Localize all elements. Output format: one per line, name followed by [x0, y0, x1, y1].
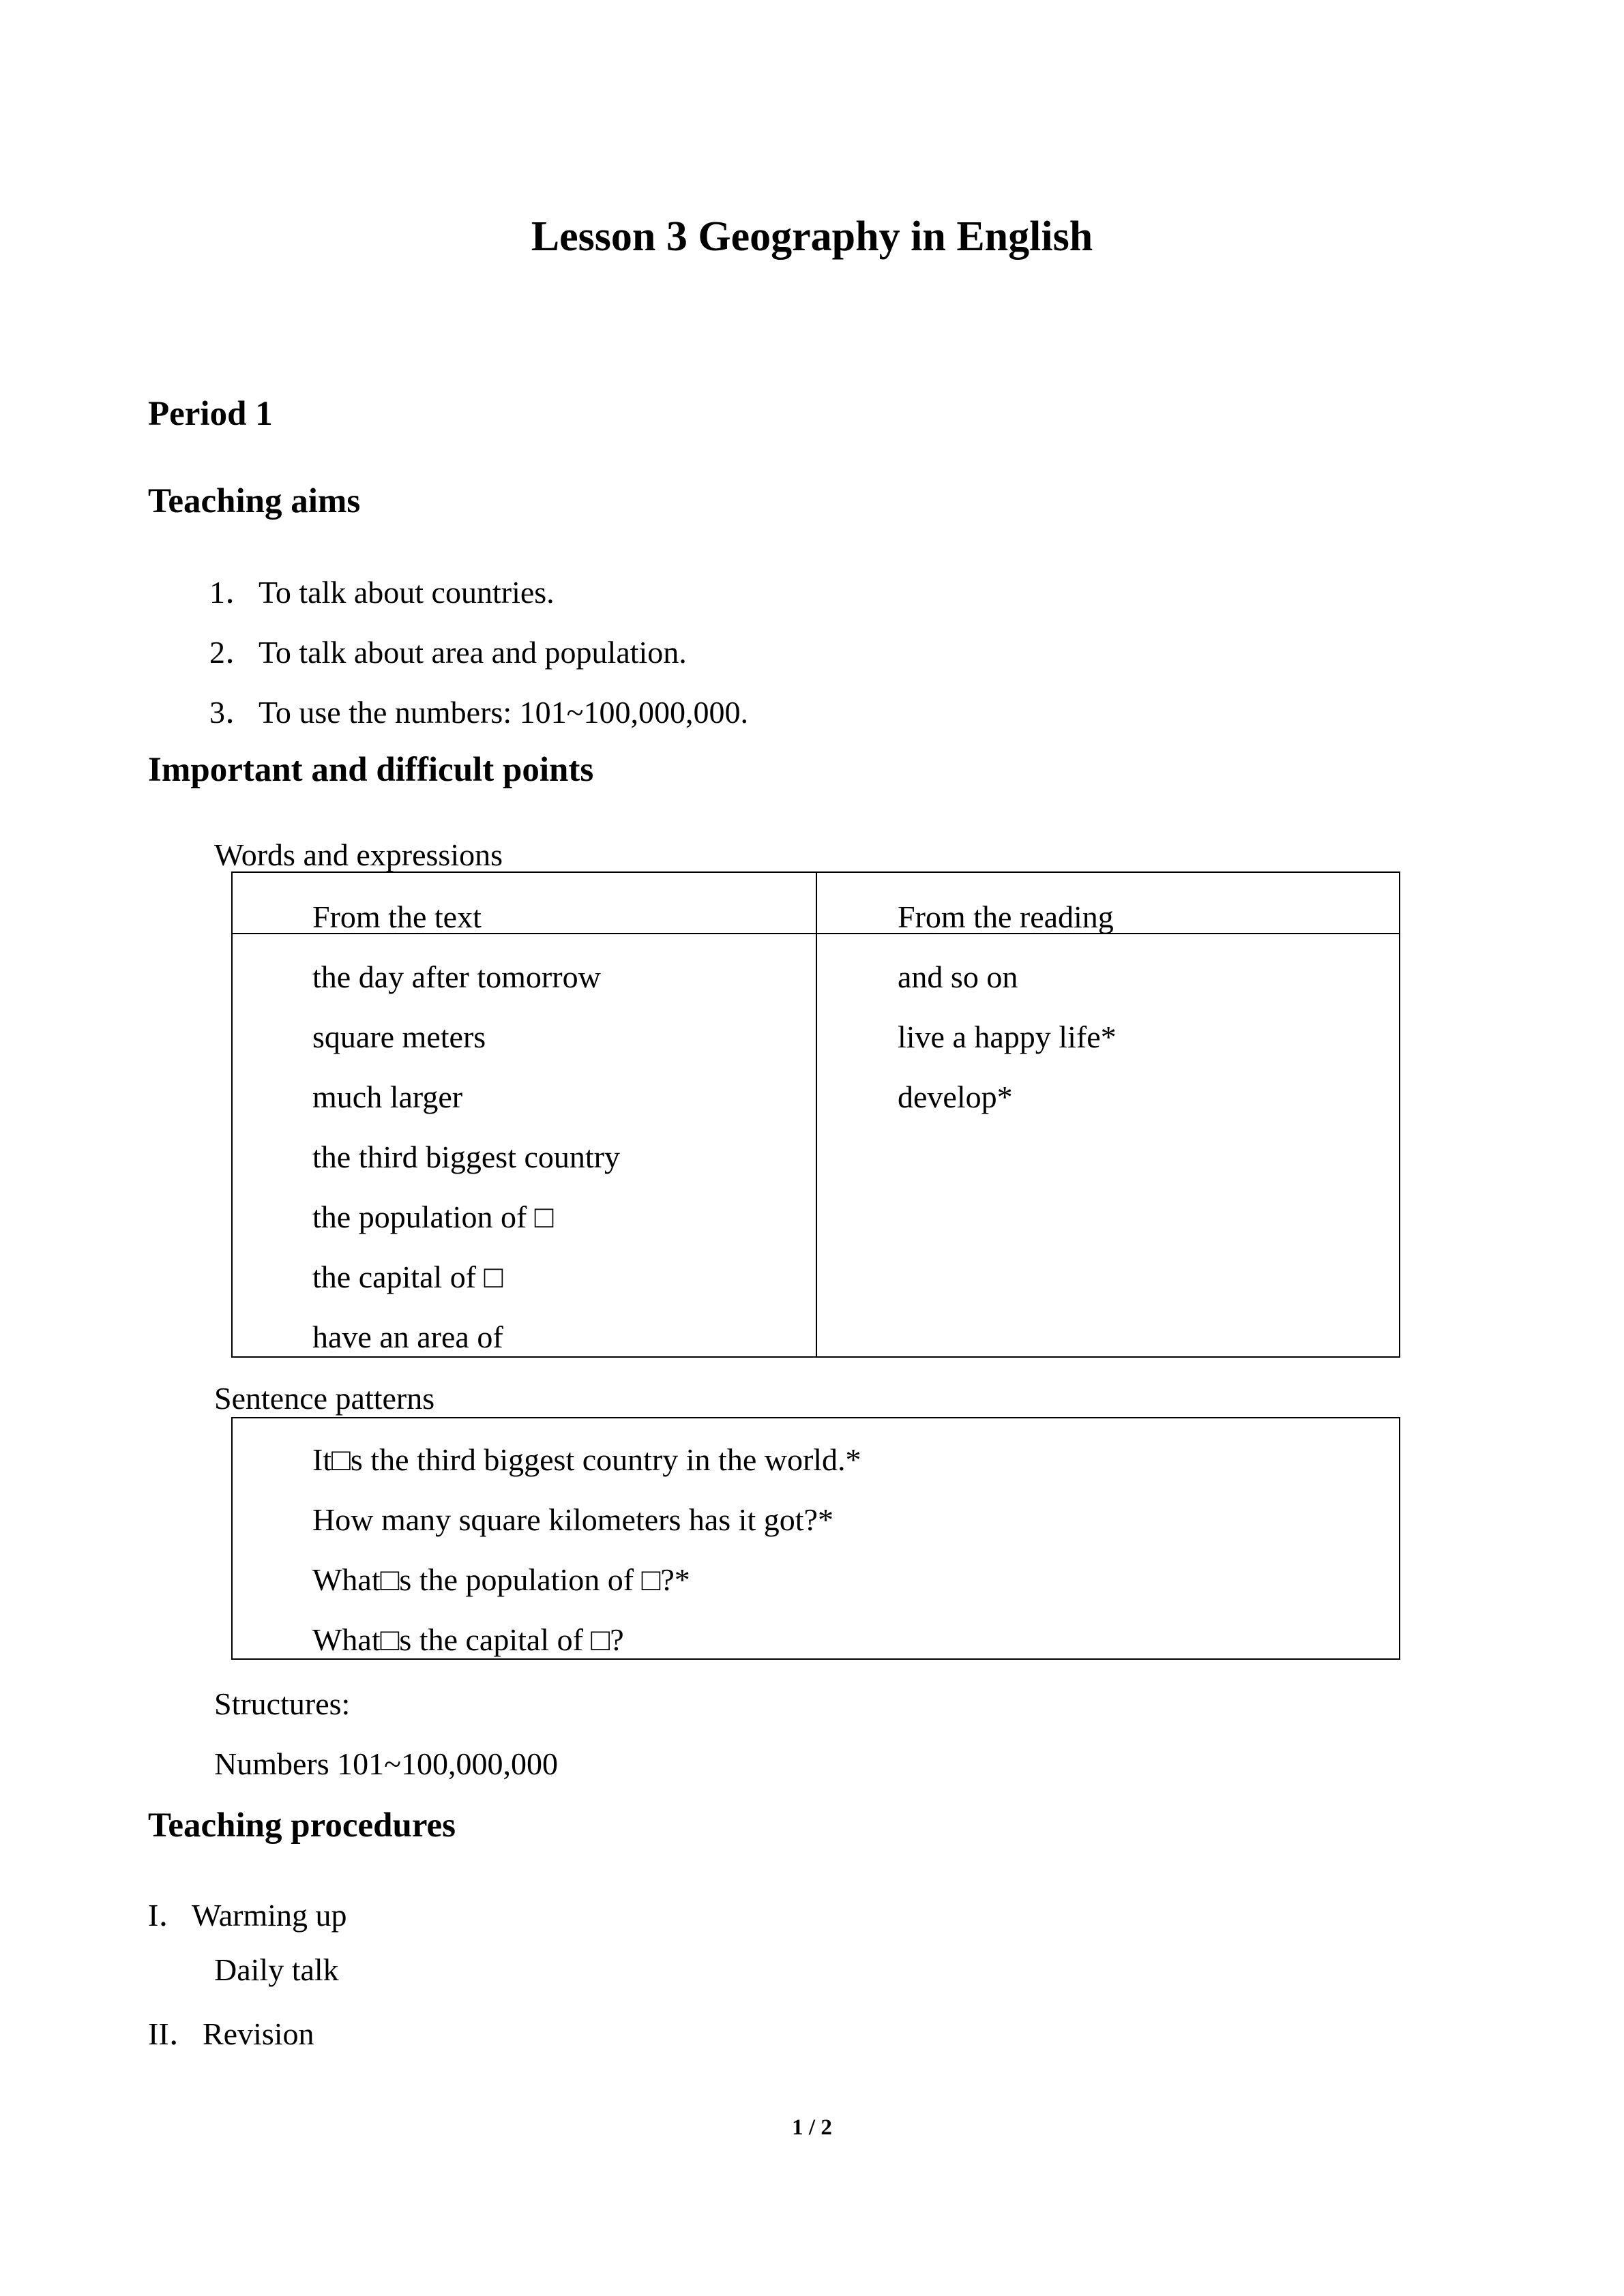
sentence-pattern: How many square kilometers has it got?* — [312, 1502, 833, 1537]
aim-text: To use the numbers: 101~100,000,000. — [259, 695, 748, 730]
table-cell: have an area of — [312, 1320, 503, 1354]
table-cell: the capital of □ — [312, 1259, 503, 1294]
teaching-procedures-heading: Teaching procedures — [148, 1806, 456, 1845]
table-cell: the population of □ — [312, 1199, 554, 1234]
structures-label: Structures: — [214, 1686, 351, 1721]
table-cell: square meters — [312, 1019, 486, 1054]
procedure-substep: Daily talk — [214, 1952, 339, 1987]
aim-number: 1． — [209, 575, 256, 610]
table-cell: the day after tomorrow — [312, 959, 601, 994]
sentence-pattern: What□s the capital of □? — [312, 1622, 624, 1657]
step-label: Revision — [203, 2016, 314, 2051]
aim-number: 3． — [209, 695, 256, 730]
table-cell: much larger — [312, 1079, 463, 1114]
aim-item — [209, 567, 555, 612]
sentence-pattern: What□s the population of □?* — [312, 1562, 690, 1597]
words-label: Words and expressions — [214, 837, 503, 872]
aim-item — [209, 687, 748, 732]
table-header-from-reading: From the reading — [898, 899, 1114, 934]
procedure-step — [148, 2009, 314, 2054]
aim-number: 2． — [209, 635, 256, 670]
table-column-divider — [816, 871, 817, 1358]
table-cell: develop* — [898, 1079, 1013, 1114]
step-number: II． — [148, 2016, 201, 2051]
table-cell: and so on — [898, 959, 1018, 994]
sentence-pattern: It□s the third biggest country in the world.* — [312, 1442, 861, 1477]
teaching-aims-heading: Teaching aims — [148, 482, 361, 520]
aim-text: To talk about area and population. — [259, 635, 687, 670]
aim-text: To talk about countries. — [259, 575, 555, 610]
structures-value: Numbers 101~100,000,000 — [214, 1746, 559, 1781]
table-header-from-text: From the text — [312, 899, 482, 934]
step-label: Warming up — [192, 1898, 347, 1933]
period-heading: Period 1 — [148, 395, 273, 433]
page-title: Lesson 3 Geography in English — [531, 213, 1093, 260]
step-number: I． — [148, 1898, 190, 1933]
page-number: 1 / 2 — [792, 2115, 832, 2140]
procedure-step — [148, 1890, 347, 1935]
aim-item — [209, 627, 687, 672]
table-cell: the third biggest country — [312, 1139, 620, 1174]
table-cell: live a happy life* — [898, 1019, 1117, 1054]
sentence-patterns-label: Sentence patterns — [214, 1381, 435, 1416]
points-heading: Important and difficult points — [148, 751, 594, 789]
